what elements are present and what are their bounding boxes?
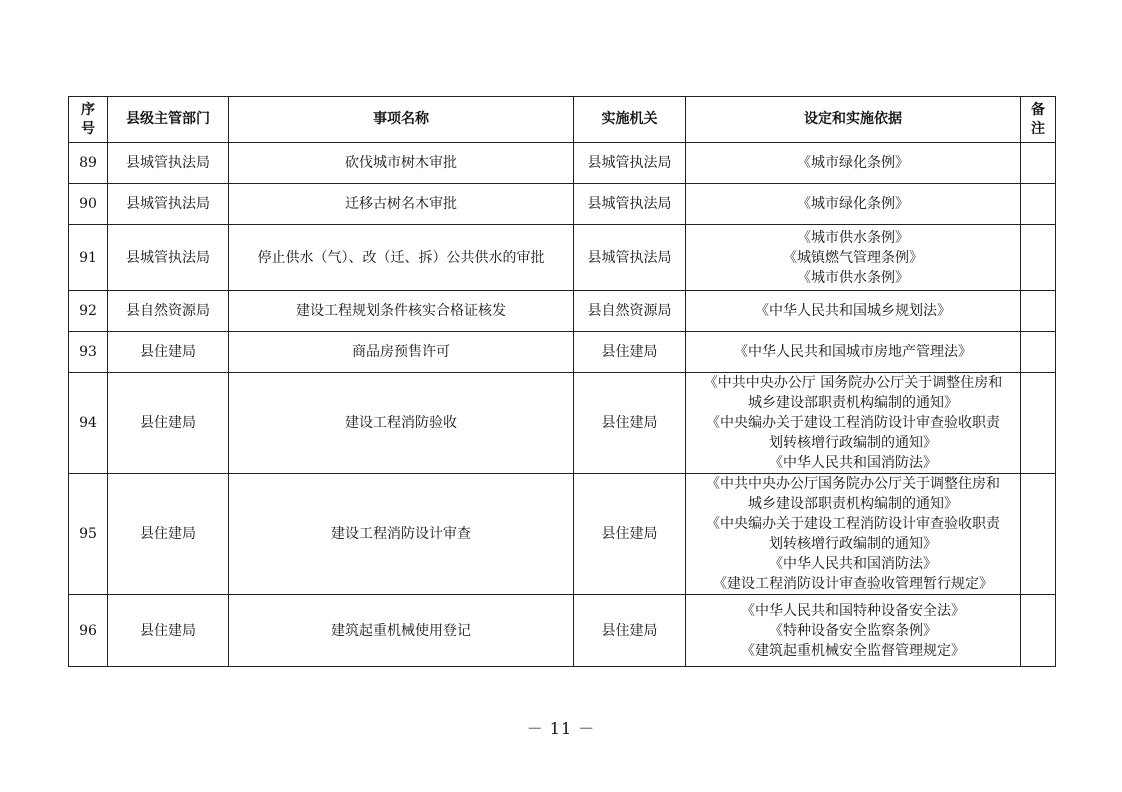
header-legal-basis: 设定和实施依据 — [686, 97, 1021, 143]
row-serial-number: 93 — [69, 332, 108, 373]
row-department: 县城管执法局 — [108, 225, 229, 291]
row-legal-basis — [686, 291, 1021, 332]
legal-basis-line: 《城市供水条例》 — [797, 269, 909, 286]
table-header — [69, 97, 1056, 143]
row-implementing-agency: 县城管执法局 — [574, 184, 686, 225]
row-department: 县自然资源局 — [108, 291, 229, 332]
legal-basis-line: 划转核增行政编制的通知》 — [769, 435, 937, 451]
header-remarks: 备注 — [1021, 97, 1056, 143]
row-item-name: 建设工程消防验收 — [229, 373, 574, 474]
legal-basis-line: 《中央编办关于建设工程消防设计审查验收职责 — [706, 415, 1000, 431]
row-implementing-agency: 县住建局 — [574, 474, 686, 595]
legal-basis-line: 《城镇燃气管理条例》 — [783, 249, 923, 266]
table-row — [69, 225, 1056, 291]
row-item-name: 建设工程消防设计审查 — [229, 474, 574, 595]
row-serial-number: 92 — [69, 291, 108, 332]
legal-basis-line: 城乡建设部职责机构编制的通知》 — [748, 395, 958, 411]
row-department: 县住建局 — [108, 474, 229, 595]
row-remarks — [1021, 143, 1056, 184]
row-serial-number: 91 — [69, 225, 108, 291]
row-item-name: 建设工程规划条件核实合格证核发 — [229, 291, 574, 332]
table-row — [69, 143, 1056, 184]
row-item-name: 停止供水（气）、改（迁、拆）公共供水的审批 — [229, 225, 574, 291]
row-remarks — [1021, 373, 1056, 474]
row-implementing-agency: 县城管执法局 — [574, 143, 686, 184]
table-row — [69, 291, 1056, 332]
legal-basis-line: 划转核增行政编制的通知》 — [769, 536, 937, 552]
row-remarks — [1021, 474, 1056, 595]
row-legal-basis — [686, 474, 1021, 595]
legal-basis-line: 《中央编办关于建设工程消防设计审查验收职责 — [706, 516, 1000, 532]
row-remarks — [1021, 184, 1056, 225]
row-implementing-agency: 县自然资源局 — [574, 291, 686, 332]
row-remarks — [1021, 291, 1056, 332]
legal-basis-line: 《城市绿化条例》 — [797, 196, 909, 212]
row-legal-basis — [686, 332, 1021, 373]
row-legal-basis — [686, 373, 1021, 474]
row-item-name: 建筑起重机械使用登记 — [229, 595, 574, 667]
row-serial-number: 89 — [69, 143, 108, 184]
row-legal-basis — [686, 225, 1021, 291]
legal-basis-line: 《中华人民共和国消防法》 — [769, 455, 937, 471]
table-row — [69, 474, 1056, 595]
header-implementing-agency: 实施机关 — [574, 97, 686, 143]
row-department: 县城管执法局 — [108, 184, 229, 225]
legal-basis-line: 《中华人民共和国消防法》 — [769, 556, 937, 572]
legal-basis-line: 《特种设备安全监察条例》 — [769, 622, 937, 639]
legal-basis-line: 《建设工程消防设计审查验收管理暂行规定》 — [713, 576, 993, 592]
legal-basis-line: 《中共中央办公厅 国务院办公厅关于调整住房和 — [703, 375, 1003, 391]
table-row — [69, 184, 1056, 225]
row-department: 县住建局 — [108, 373, 229, 474]
row-remarks — [1021, 225, 1056, 291]
header-department: 县级主管部门 — [108, 97, 229, 143]
row-department: 县住建局 — [108, 332, 229, 373]
table-row — [69, 332, 1056, 373]
legal-basis-line: 《中共中央办公厅国务院办公厅关于调整住房和 — [706, 476, 1000, 492]
row-serial-number: 90 — [69, 184, 108, 225]
row-legal-basis — [686, 595, 1021, 667]
page-number: － 11 － — [526, 719, 596, 738]
row-serial-number: 94 — [69, 373, 108, 474]
row-serial-number: 95 — [69, 474, 108, 595]
row-legal-basis — [686, 184, 1021, 225]
legal-basis-line: 《建筑起重机械安全监督管理规定》 — [741, 642, 965, 659]
row-implementing-agency: 县住建局 — [574, 595, 686, 667]
row-remarks — [1021, 595, 1056, 667]
table-body — [69, 143, 1056, 667]
row-department: 县城管执法局 — [108, 143, 229, 184]
legal-basis-line: 《中华人民共和国城市房地产管理法》 — [734, 344, 972, 360]
legal-basis-line: 《城市供水条例》 — [797, 229, 909, 246]
header-serial-number: 序号 — [69, 97, 108, 143]
row-item-name: 砍伐城市树木审批 — [229, 143, 574, 184]
legal-basis-line: 城乡建设部职责机构编制的通知》 — [748, 496, 958, 512]
row-implementing-agency: 县住建局 — [574, 332, 686, 373]
table-row — [69, 373, 1056, 474]
row-implementing-agency: 县城管执法局 — [574, 225, 686, 291]
row-department: 县住建局 — [108, 595, 229, 667]
header-item-name: 事项名称 — [229, 97, 574, 143]
legal-basis-line: 《中华人民共和国特种设备安全法》 — [741, 602, 965, 619]
row-item-name: 商品房预售许可 — [229, 332, 574, 373]
row-item-name: 迁移古树名木审批 — [229, 184, 574, 225]
approval-items-table — [68, 96, 1056, 667]
table-row — [69, 595, 1056, 667]
row-serial-number: 96 — [69, 595, 108, 667]
row-implementing-agency: 县住建局 — [574, 373, 686, 474]
row-remarks — [1021, 332, 1056, 373]
legal-basis-line: 《中华人民共和国城乡规划法》 — [755, 303, 951, 319]
row-legal-basis — [686, 143, 1021, 184]
legal-basis-line: 《城市绿化条例》 — [797, 155, 909, 171]
